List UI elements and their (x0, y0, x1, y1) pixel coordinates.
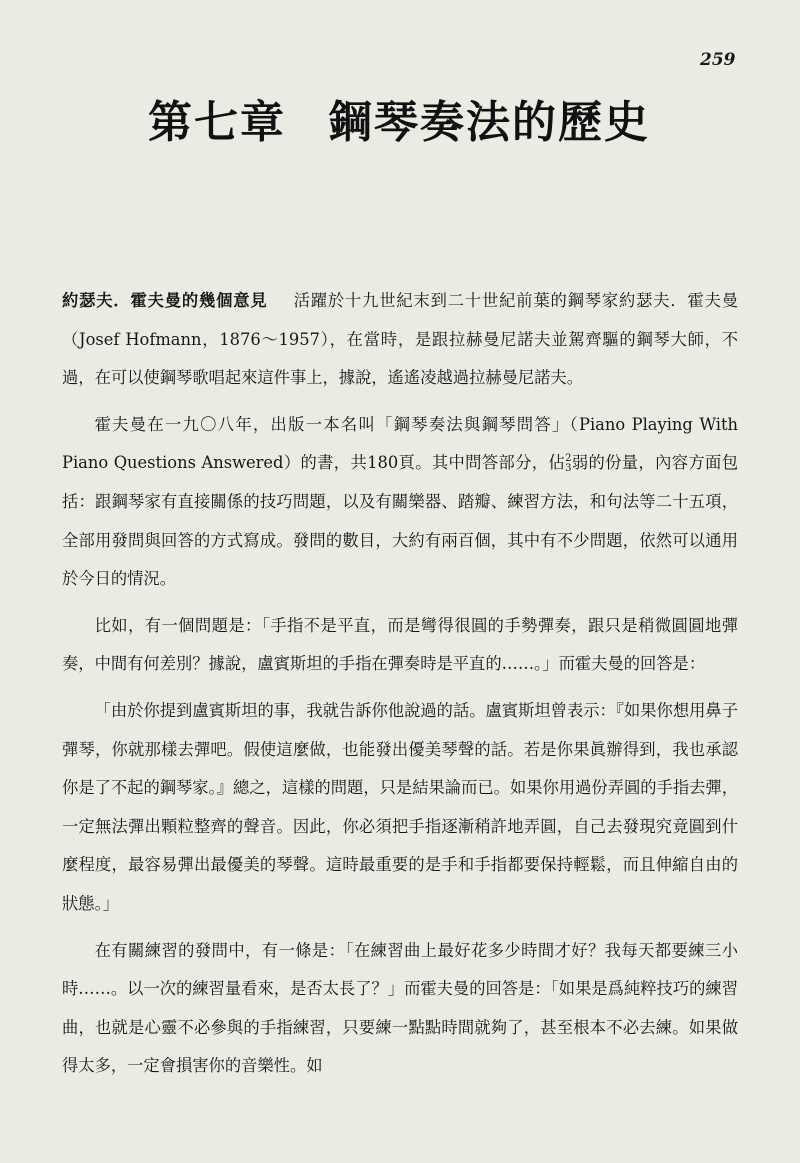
quoted-answer: 「由於你提到盧賓斯坦的事，我就告訴你他說過的話。盧賓斯坦曾表示：『如果你想用鼻子彈琴，你就那樣去彈吧。假使這麼做，也能發出優美琴聲的話。若是你果眞辦得到，我也承認你是了不起的鋼琴家。』總之，這樣的問題，只是結果論而已。如果你用過份弄圓的手指去彈，一定無法彈出顆粒整齊的聲音。因此，你必須把手指逐漸稍許地弄圓，自己去發現究竟圓到什麼程度，最容易彈出最優美的琴聲。這時最重要的是手和手指都要保持輕鬆，而且伸縮自由的狀態。」 (62, 700, 738, 913)
paragraph-text: 霍夫曼在一九〇八年，出版一本名叫「鋼琴奏法與鋼琴問答」（Piano Playing With Piano Questions Answered）的書，共180頁。其中問答部分，佔 (62, 414, 738, 473)
paragraph: 在有關練習的發問中，有一條是：「在練習曲上最好花多少時間才好？我每天都要練三小時……。以一次的練習量看來，是否太長了？」而霍夫曼的回答是：「如果是爲純粹技巧的練習曲，也就是心靈不必參與的手指練習，只要練一點點時間就夠了，甚至根本不必去練。如果做得太多，一定會損害你的音樂性。如 (62, 940, 738, 1076)
chapter-title (148, 88, 650, 148)
paragraph-text: 弱的份量，內容方面包括：跟鋼琴家有直接關係的技巧問題，以及有關樂器、踏瓣、練習方法，和句法等二十五項，全部用發問與回答的方式寫成。發問的數目，大約有兩百個，其中有不少問題，依然可以通用於今日的情況。 (62, 453, 738, 589)
fraction-numerator: 2 (565, 452, 572, 464)
paragraph-text: 活躍於十九世紀末到二十世紀前葉的鋼琴家約瑟夫．霍夫曼（Josef Hofmann，1876～1957），在當時，是跟拉赫曼尼諾夫並駕齊驅的鋼琴大師，不過，在可以使鋼琴歌唱起來這件事上，據說，遙遙凌越過拉赫曼尼諾夫。 (62, 291, 738, 388)
paragraph (62, 282, 738, 398)
section-heading: 約瑟夫．霍夫曼的幾個意見 (62, 291, 268, 310)
chapter-label: 第七章 (148, 97, 286, 148)
paragraph (62, 406, 738, 599)
chapter-name: 鋼琴奏法的歷史 (328, 97, 650, 148)
page-number: 259 (700, 50, 736, 70)
fraction-denominator: 3 (565, 462, 572, 474)
show-through-bleed (60, 150, 740, 270)
body-text (62, 282, 738, 1094)
paragraph: 比如，有一個問題是：「手指不是平直，而是彎得很圓的手勢彈奏，跟只是稍微圓圓地彈奏，中間有何差別？據說，盧賓斯坦的手指在彈奏時是平直的……。」而霍夫曼的回答是： (62, 615, 738, 674)
